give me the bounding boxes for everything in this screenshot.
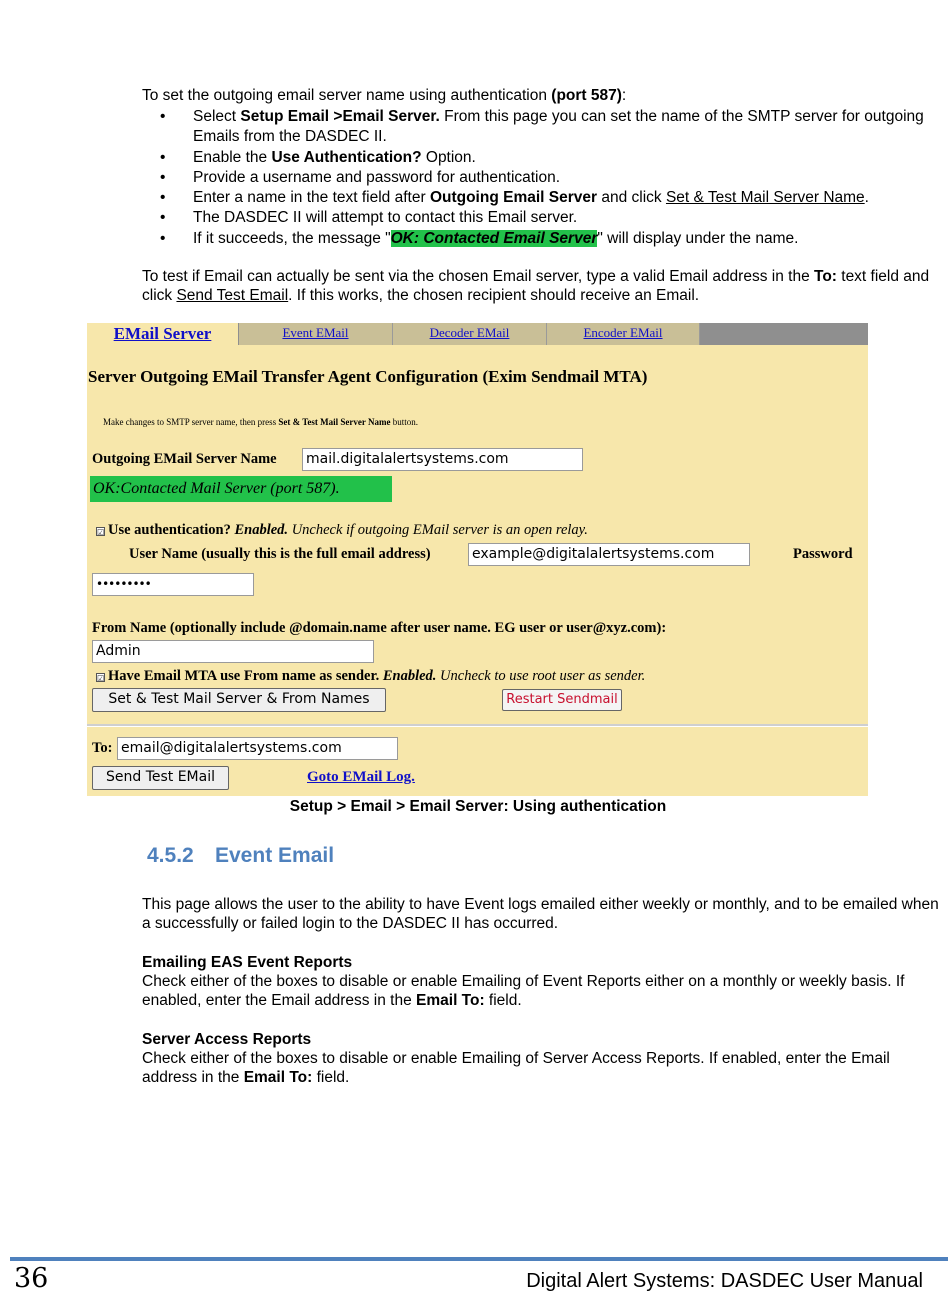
server-name-input[interactable]: mail.digitalalertsystems.com: [302, 448, 583, 471]
instruction-list: [142, 107, 942, 249]
password-label: Password: [793, 546, 853, 562]
server-name-label: Outgoing EMail Server Name: [92, 451, 277, 467]
password-input[interactable]: •••••••••: [92, 573, 254, 596]
set-test-button[interactable]: Set & Test Mail Server & From Names: [92, 688, 386, 712]
panel-title: Server Outgoing EMail Transfer Agent Configuration (Exim Sendmail MTA): [88, 367, 648, 386]
event-paragraph: This page allows the user to the ability to have Event logs emailed either weekly or monthly, and to be emailed when a successfully or failed login to the DASDEC II has occurred.: [142, 896, 939, 932]
auth-label: Use authentication? Enabled. Uncheck if outgoing EMail server is an open relay.: [108, 522, 588, 538]
ok-message: OK:Contacted Mail Server (port 587).: [90, 476, 392, 502]
access-heading: Server Access Reports: [142, 1031, 312, 1048]
divider: [87, 724, 868, 727]
tab-bar: [87, 323, 868, 345]
figure-caption: Setup > Email > Email Server: Using authentication: [289, 798, 667, 815]
eas-heading: Emailing EAS Event Reports: [142, 954, 353, 971]
mta-label: Have Email MTA use From name as sender. Enabled. Uncheck to use root user as sender.: [108, 668, 646, 684]
from-name-input[interactable]: Admin: [92, 640, 374, 663]
to-email-input[interactable]: email@digitalalertsystems.com: [117, 737, 398, 760]
username-input[interactable]: example@digitalalertsystems.com: [468, 543, 750, 566]
section-heading: 4.5.2 Event Email: [147, 844, 335, 867]
mta-checkbox[interactable]: ☑: [97, 674, 105, 683]
list-item: • Enable the Use Authentication? Option.: [142, 148, 942, 168]
tab-encoder-email[interactable]: Encoder EMail: [547, 323, 700, 345]
footer-rule: [10, 1257, 948, 1261]
tab-email-server[interactable]: EMail Server: [87, 323, 238, 347]
footer-title: Digital Alert Systems: DASDEC User Manual: [526, 1270, 923, 1292]
instruction-note: Make changes to SMTP server name, then press Set & Test Mail Server Name button.: [103, 417, 418, 427]
username-label: User Name (usually this is the full email address): [129, 546, 431, 562]
page-number: 36: [14, 1263, 49, 1294]
list-item: • Provide a username and password for authentication.: [142, 168, 942, 188]
auth-checkbox[interactable]: ☑: [97, 528, 105, 537]
to-label: To:: [92, 740, 113, 756]
list-item: • If it succeeds, the message "OK: Contacted Email Server" will display under the name.: [142, 229, 942, 249]
restart-sendmail-button[interactable]: Restart Sendmail: [502, 689, 622, 711]
tab-event-email[interactable]: Event EMail: [239, 323, 393, 345]
eas-section: Emailing EAS Event Reports Check either of the boxes to disable or enable Emailing of Event Reports either on a monthly or weekly basis. If enabled, enter the Email address in the Email To: field.: [142, 954, 905, 1009]
list-item: • Select Setup Email >Email Server. From this page you can set the name of the SMTP server for outgoing Emails from the DASDEC II.: [142, 107, 942, 148]
ok-highlight: OK: Contacted Email Server: [390, 229, 598, 247]
tab-decoder-email[interactable]: Decoder EMail: [393, 323, 547, 345]
email-server-screenshot: [87, 323, 868, 796]
list-item: • The DASDEC II will attempt to contact this Email server.: [142, 208, 942, 228]
access-section: Server Access Reports Check either of the boxes to disable or enable Emailing of Server Access Reports. If enabled, enter the Email address in the Email To: field.: [142, 1031, 890, 1086]
test-paragraph: To test if Email can actually be sent via the chosen Email server, type a valid Email address in the To: text field and click Send Test Email. If this works, the chosen recipient should receive an Email.: [142, 268, 930, 304]
email-log-link[interactable]: Goto EMail Log.: [307, 769, 415, 785]
list-item: • Enter a name in the text field after Outgoing Email Server and click Set & Test Mail Server Name.: [142, 188, 942, 208]
set-test-link-text: Set & Test Mail Server Name: [665, 189, 865, 207]
from-name-label: From Name (optionally include @domain.name after user name. EG user or user@xyz.com):: [92, 620, 667, 636]
intro-lead: To set the outgoing email server name using authentication (port 587):: [142, 87, 627, 104]
send-test-email-button[interactable]: Send Test EMail: [92, 766, 229, 790]
